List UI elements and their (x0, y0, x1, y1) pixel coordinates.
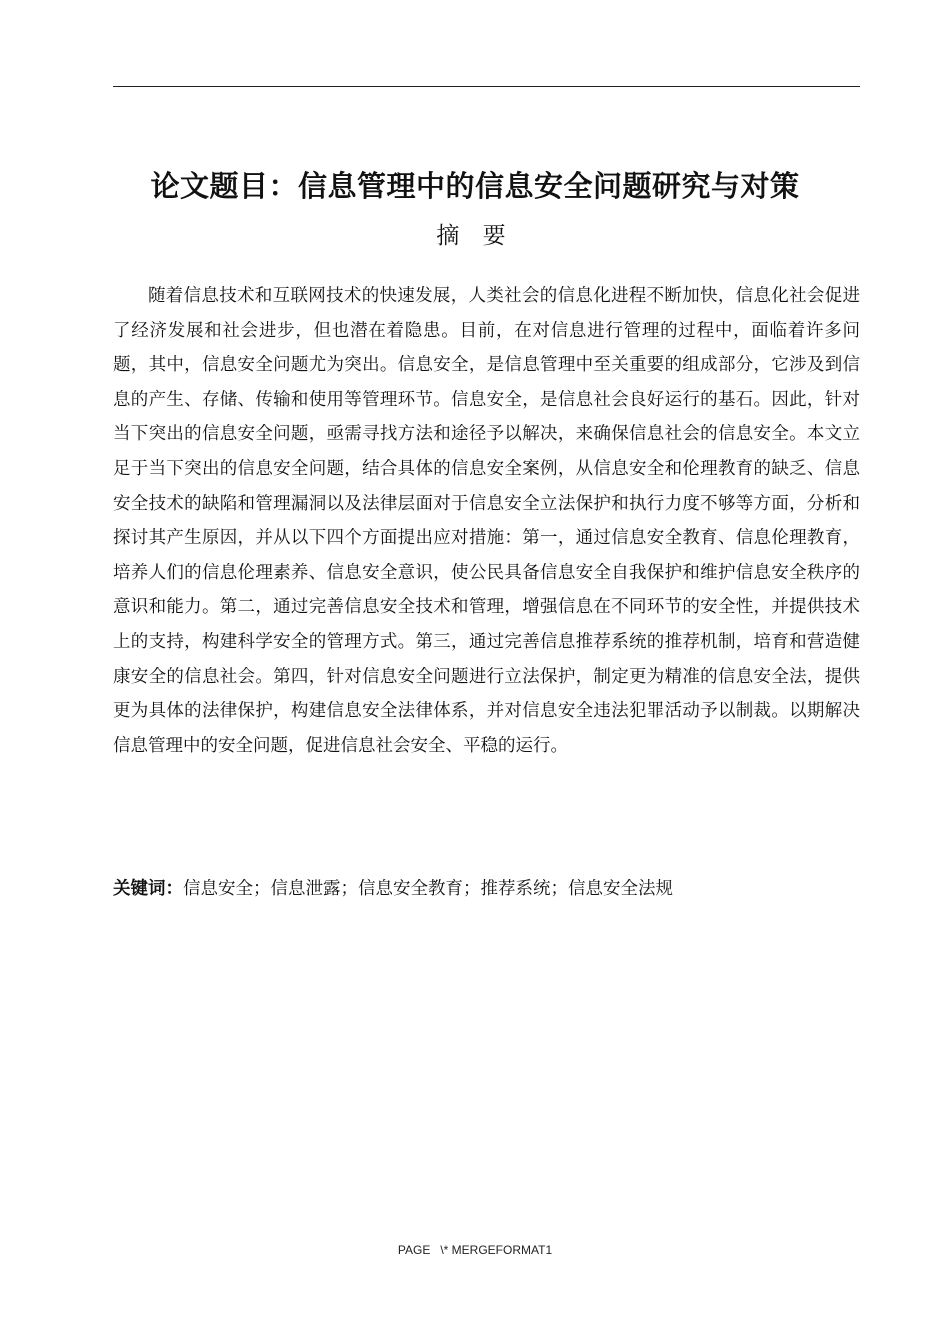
abstract-body: 随着信息技术和互联网技术的快速发展，人类社会的信息化进程不断加快，信息化社会促进了经济发展和社会进步，但也潜在着隐患。目前，在对信息进行管理的过程中，面临着许多问题，其中，信息安全问题尤为突出。信息安全，是信息管理中至关重要的组成部分，它涉及到信息的产生、存储、传输和使用等管理环节。信息安全，是信息社会良好运行的基石。因此，针对当下突出的信息安全问题，亟需寻找方法和途径予以解决，来确保信息社会的信息安全。本文立足于当下突出的信息安全问题，结合具体的信息安全案例，从信息安全和伦理教育的缺乏、信息安全技术的缺陷和管理漏洞以及法律层面对于信息安全立法保护和执行力度不够等方面，分析和探讨其产生原因，并从以下四个方面提出应对措施：第一，通过信息安全教育、信息伦理教育，培养人们的信息伦理素养、信息安全意识，使公民具备信息安全自我保护和维护信息安全秩序的意识和能力。第二，通过完善信息安全技术和管理，增强信息在不同环节的安全性，并提供技术上的支持，构建科学安全的管理方式。第三，通过完善信息推荐系统的推荐机制，培育和营造健康安全的信息社会。第四，针对信息安全问题进行立法保护，制定更为精准的信息安全法，提供更为具体的法律保护，构建信息安全法律体系，并对信息安全违法犯罪活动予以制裁。以期解决信息管理中的安全问题，促进信息社会安全、平稳的运行。 (113, 286, 860, 756)
thesis-title: 论文题目：信息管理中的信息安全问题研究与对策 (150, 169, 800, 203)
keywords-label: 关键词： (113, 879, 183, 899)
page-footer-field: PAGE \* MERGEFORMAT1 (397, 1243, 553, 1257)
header-rule (113, 86, 860, 87)
keywords-line (113, 872, 860, 906)
keywords-text: 信息安全；信息泄露；信息安全教育；推荐系统；信息安全法规 (183, 879, 673, 899)
abstract-heading: 摘 要 (436, 223, 514, 249)
